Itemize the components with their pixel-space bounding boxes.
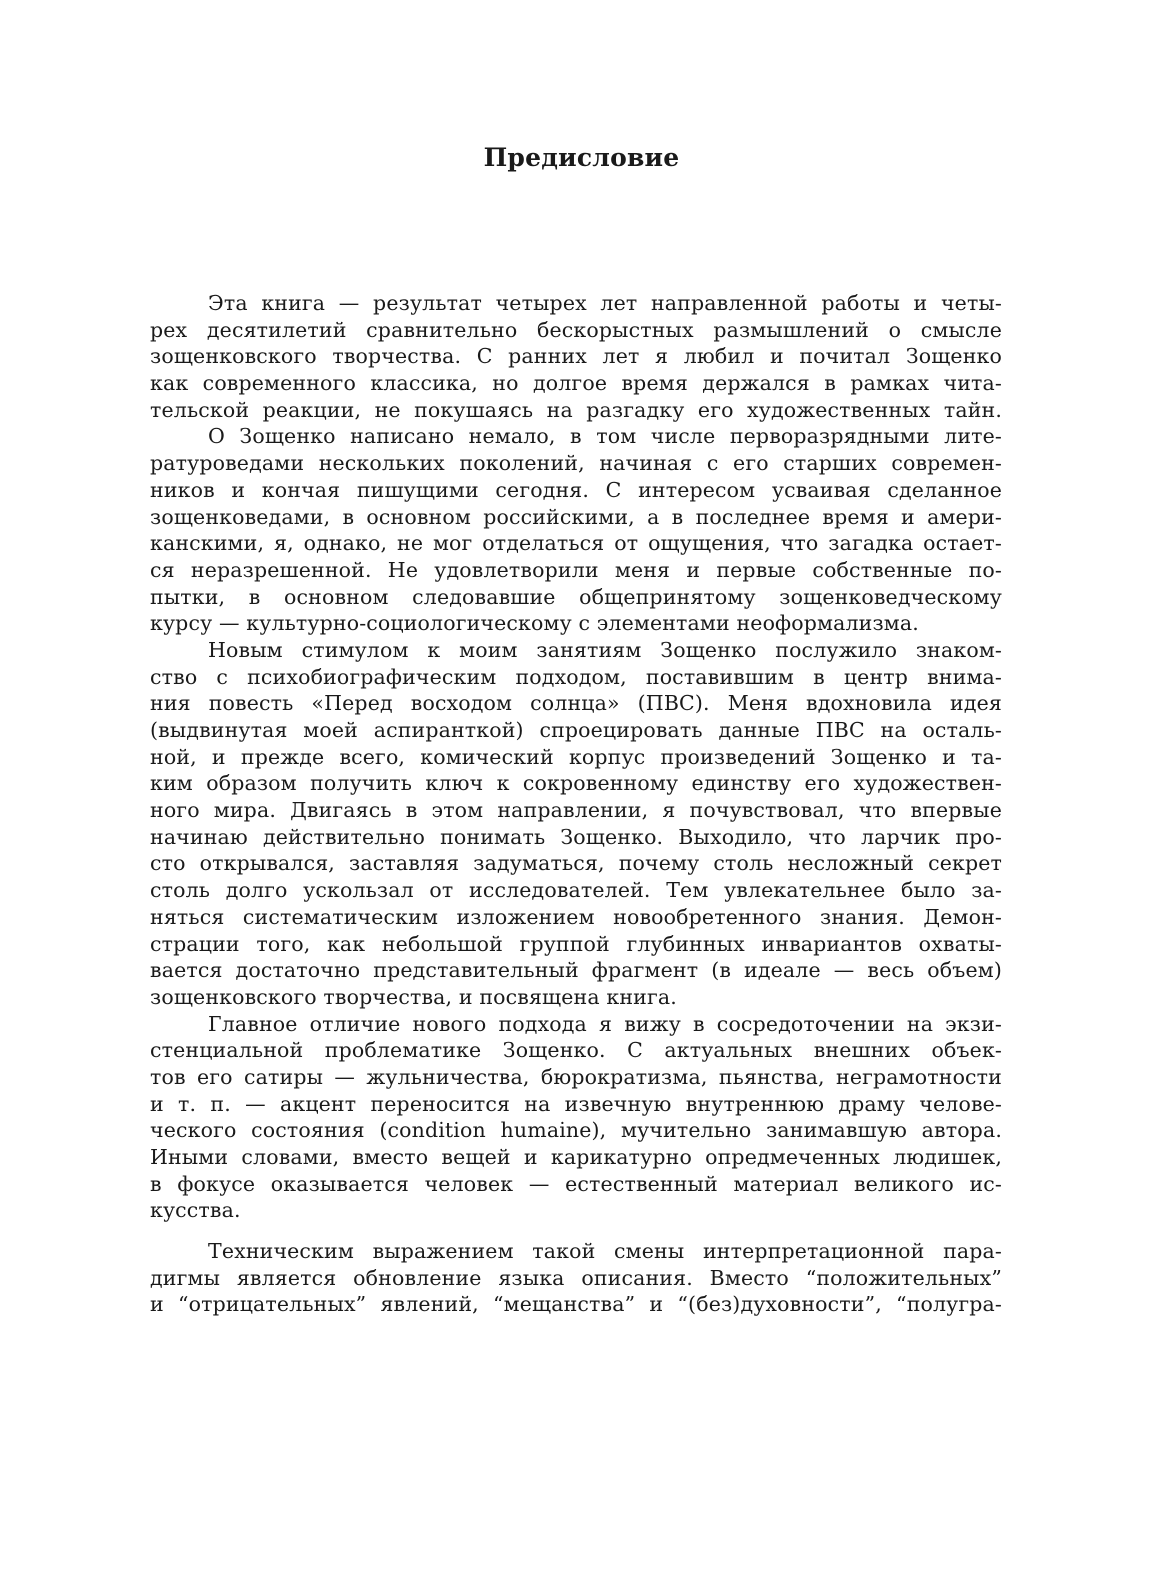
text-line: тов его сатиры — жульничества, бюрократизма, пьянства, неграмотности — [150, 1064, 1002, 1089]
text-line: зощенковского творчества. С ранних лет я любил и почитал Зощенко — [150, 344, 1002, 369]
text-line: канскими, я, однако, не мог отделаться от ощущения, что загадка остает- — [150, 531, 1002, 556]
paragraph-5 — [150, 1238, 1002, 1318]
text-line: стенциальной проблематике Зощенко. С актуальных внешних объек- — [150, 1038, 1002, 1063]
text-line: ников и кончая пишущими сегодня. С интересом усваивая сделанное — [150, 477, 1002, 502]
text-line: ния повесть «Перед восходом солнца» (ПВС). Меня вдохновила идея — [150, 691, 1002, 716]
text-line: кусства. — [150, 1198, 241, 1223]
text-line: вается достаточно представительный фрагмент (в идеале — весь объем) — [150, 958, 1002, 983]
text-line: О Зощенко написано немало, в том числе перворазрядными лите- — [208, 424, 1002, 449]
text-line: ся неразрешенной. Не удовлетворили меня и первые собственные по- — [150, 557, 1002, 582]
text-line: (выдвинутая моей аспиранткой) спроецировать данные ПВС на осталь- — [150, 718, 1002, 742]
text-line: зощенковского творчества, и посвящена книга. — [150, 984, 677, 1009]
text-line: дигмы является обновление языка описания. Вместо “положительных” — [150, 1265, 1002, 1290]
text-line: страции того, как небольшой группой глубинных инвариантов охваты- — [150, 931, 1002, 956]
text-line: Техническим выражением такой смены интерпретационной пара- — [208, 1239, 1002, 1264]
text-line: няться систематическим изложением новообретенного знания. Демон- — [150, 904, 1002, 929]
text-line: Новым стимулом к моим занятиям Зощенко послужило знаком- — [208, 637, 1002, 662]
text-line: пытки, в основном следовавшие общепринятому зощенковедческому — [150, 584, 1002, 609]
text-line: Иными словами, вместо вещей и карикатурно опредмеченных людишек, — [150, 1145, 1002, 1169]
paragraph-4 — [150, 1011, 1002, 1225]
text-line: сто открывался, заставляя задуматься, почему столь несложный секрет — [150, 851, 1002, 876]
paragraph-spacer — [150, 1224, 1002, 1238]
text-line: и т. п. — акцент переносится на извечную внутреннюю драму челове- — [150, 1091, 1002, 1116]
text-line: как современного классика, но долгое время держался в рамках чита- — [150, 371, 1002, 396]
text-line: курсу — культурно-социологическому с элементами неоформализма. — [150, 611, 919, 636]
text-line: тельской реакции, не покушаясь на разгадку его художественных тайн. — [150, 397, 1002, 422]
text-line: ческого состояния (condition humaine), мучительно занимавшую автора. — [150, 1118, 1002, 1143]
text-line: в фокусе оказывается человек — естественный материал великого ис- — [150, 1171, 1002, 1196]
text-line: ратуроведами нескольких поколений, начиная с его старших современ- — [150, 451, 1002, 476]
text-line: начинаю действительно понимать Зощенко. Выходило, что ларчик про- — [150, 824, 1002, 849]
text-line: Главное отличие нового подхода я вижу в сосредоточении на экзи- — [208, 1011, 1002, 1036]
text-line: зощенковедами, в основном российскими, а в последнее время и амери- — [150, 504, 1002, 529]
text-line: рех десятилетий сравнительно бескорыстных размышлений о смысле — [150, 317, 1002, 342]
text-line: ной, и прежде всего, комический корпус произведений Зощенко и та- — [150, 744, 1002, 769]
body-text — [150, 290, 1002, 1318]
text-line: ного мира. Двигаясь в этом направлении, я почувствовал, что впервые — [150, 798, 1002, 823]
text-line: ким образом получить ключ к сокровенному единству его художествен- — [150, 771, 1002, 796]
page-title: Предисловие — [483, 143, 680, 172]
text-line: ство с психобиографическим подходом, поставившим в центр внима- — [150, 664, 1002, 689]
text-line: столь долго ускользал от исследователей. Тем увлекательнее было за- — [150, 878, 1002, 903]
text-line: Эта книга — результат четырех лет направленной работы и четы- — [208, 291, 1002, 315]
paragraph-1 — [150, 290, 1002, 423]
text-line: и “отрицательных” явлений, “мещанства” и “(без)духовности”, “полугра- — [150, 1292, 1002, 1317]
paragraph-3 — [150, 637, 1002, 1011]
paragraph-2 — [150, 423, 1002, 637]
